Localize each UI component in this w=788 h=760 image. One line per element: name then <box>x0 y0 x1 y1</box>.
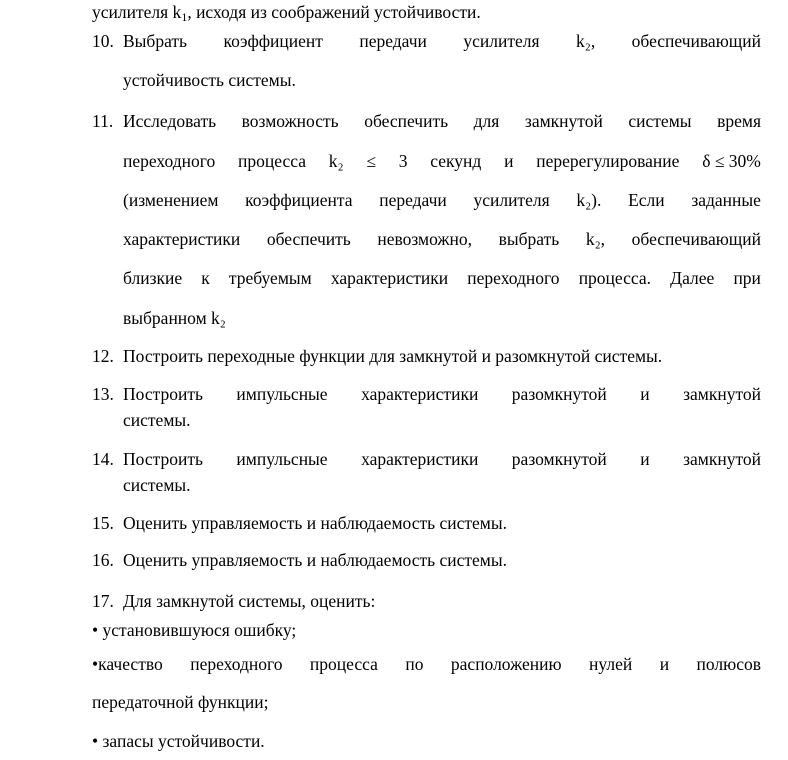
item-14-line-2: системы. <box>123 475 191 495</box>
item-11-line-1 <box>123 111 761 131</box>
word: обеспечивающий <box>631 31 761 51</box>
word: характеристики <box>123 229 241 249</box>
word: передачи <box>359 31 427 51</box>
item-13-number: 13. <box>92 384 114 404</box>
item-11-line-2 <box>123 151 761 171</box>
word: •качество <box>92 654 163 674</box>
word: процесса. <box>578 268 652 288</box>
word: выбрать <box>498 229 560 249</box>
bullet-transient-quality-line-1 <box>92 654 761 674</box>
word: Если <box>628 190 665 210</box>
item-16-number: 16. <box>92 550 114 570</box>
word: коэффициент <box>223 31 323 51</box>
item-10-number: 10. <box>92 31 114 51</box>
item-15-number: 15. <box>92 513 114 533</box>
word: возможность <box>241 111 339 131</box>
word: расположению <box>450 654 562 674</box>
item-11-line-3 <box>123 190 761 210</box>
bullet-transient-quality-line-2: передаточной функции; <box>92 692 269 712</box>
item-14-line-1 <box>123 449 761 469</box>
item-10-line-2: устойчивость системы. <box>123 70 296 90</box>
word: процесса <box>309 654 378 674</box>
word: Построить <box>123 384 203 404</box>
item-16-text: Оценить управляемость и наблюдаемость системы. <box>123 550 508 570</box>
word: при <box>733 268 761 288</box>
item-13-line-2: системы. <box>123 410 191 430</box>
word: время <box>717 111 761 131</box>
word: замкнутой <box>524 111 603 131</box>
bullet-steady-state-error: • установившуюся ошибку; <box>92 620 297 640</box>
word: к <box>201 268 210 288</box>
item-11-line-4 <box>123 229 761 249</box>
word: характеристики <box>361 384 479 404</box>
word: секунд <box>430 151 482 171</box>
item-12-number: 12. <box>92 346 114 366</box>
word: и <box>640 449 650 469</box>
word: Исследовать <box>123 111 217 131</box>
item-11-line-5 <box>123 268 761 288</box>
word: требуемым <box>228 268 312 288</box>
word: по <box>405 654 424 674</box>
word: коэффициента <box>245 190 353 210</box>
word: k₂ <box>328 151 344 171</box>
item-11-line-6: выбранном k₂ <box>123 308 226 328</box>
word: характеристики <box>361 449 479 469</box>
word: δ ≤ 30% <box>702 151 761 171</box>
item-17-text: Для замкнутой системы, оценить: <box>123 591 376 611</box>
word: разомкнутой <box>511 449 607 469</box>
word: обеспечить <box>364 111 449 131</box>
word: Выбрать <box>123 31 188 51</box>
word: замкнутой <box>683 449 761 469</box>
word: 3 <box>398 151 408 171</box>
word: переходного <box>123 151 216 171</box>
word: перерегулирование <box>536 151 680 171</box>
word: разомкнутой <box>511 384 607 404</box>
word: характеристики <box>330 268 449 288</box>
word: передачи <box>379 190 447 210</box>
word: переходного <box>190 654 283 674</box>
word: k₂, <box>575 31 596 51</box>
word: замкнутой <box>683 384 761 404</box>
word: усилителя <box>473 190 550 210</box>
word: полюсов <box>696 654 761 674</box>
bullet-stability-margins: • запасы устойчивости. <box>92 731 265 751</box>
word: заданные <box>691 190 761 210</box>
word: процесса <box>238 151 306 171</box>
intro-line: усилителя $k_1$, исходя из соображений устойчивости. <box>92 2 481 24</box>
word: усилителя <box>463 31 540 51</box>
word: системы <box>628 111 692 131</box>
word: переходного <box>467 268 560 288</box>
word: импульсные <box>236 449 328 469</box>
item-10-line-1 <box>123 31 761 51</box>
word: Построить <box>123 449 203 469</box>
item-12-text: Построить переходные функции для замкнутой и разомкнутой системы. <box>123 346 663 366</box>
word: близкие <box>123 268 183 288</box>
word: k₂). <box>576 190 602 210</box>
item-13-line-1 <box>123 384 761 404</box>
word: импульсные <box>236 384 328 404</box>
word: невозможно, <box>377 229 473 249</box>
word: (изменением <box>123 190 219 210</box>
item-11-number: 11. <box>92 111 114 131</box>
word: k₂, <box>585 229 606 249</box>
item-14-number: 14. <box>92 449 114 469</box>
item-15-text: Оценить управляемость и наблюдаемость системы. <box>123 513 508 533</box>
word: и <box>504 151 514 171</box>
word: и <box>659 654 670 674</box>
word: Далее <box>670 268 715 288</box>
word: для <box>473 111 500 131</box>
word: и <box>640 384 650 404</box>
item-17-number: 17. <box>92 591 114 611</box>
word: ≤ <box>366 151 376 171</box>
word: обеспечить <box>266 229 351 249</box>
word: обеспечивающий <box>631 229 761 249</box>
word: нулей <box>589 654 633 674</box>
